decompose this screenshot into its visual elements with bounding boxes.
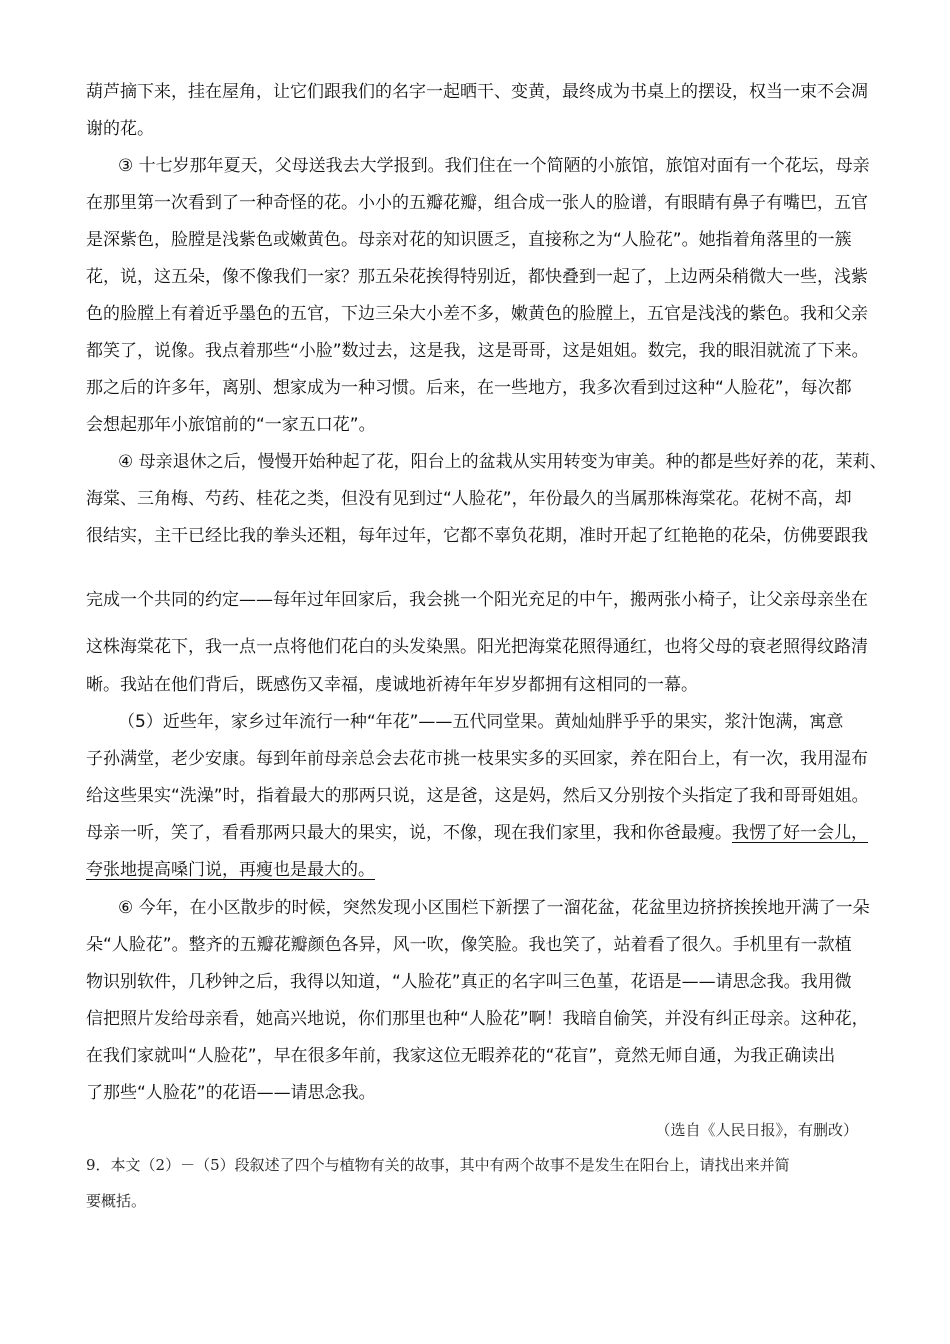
paragraph-5-line-4 [86, 821, 872, 845]
paragraph-6-line-3: 物识别软件，几秒钟之后，我得以知道，“人脸花”真正的名字叫三色堇，花语是——请思念我。我用微 [86, 972, 852, 992]
paragraph-3-line-6: 都笑了，说像。我点着那些“小脸”数过去，这是我，这是哥哥，这是姐姐。数完，我的眼泪就流了下来。 [86, 341, 869, 361]
paragraph-2-line-2: 谢的花。 [86, 119, 154, 139]
paragraph-4-line-6: 晰。我站在他们背后，既感伤又幸福，虔诚地祈祷年年岁岁都拥有这相同的一幕。 [86, 675, 698, 695]
paragraph-5-line-3: 给这些果实“洗澡”时，指着最大的那两只说，这是爸，这是妈，然后又分别按个头指定了我和哥哥姐姐。 [86, 786, 869, 806]
paragraph-5-line-4-text: 母亲一听，笑了，看看那两只最大的果实，说，不像，现在我们家里，我和你爸最瘦。 [86, 823, 732, 843]
paragraph-3-line-8: 会想起那年小旅馆前的“一家五口花”。 [86, 415, 376, 435]
paragraph-6-line-4: 信把照片发给母亲看，她高兴地说，你们那里也种“人脸花”啊！我暗自偷笑，并没有纠正母亲。这种花， [86, 1009, 869, 1029]
paragraph-6-line-5: 在我们家就叫“人脸花”，早在很多年前，我家这位无暇养花的“花盲”，竟然无师自通，为我正确读出 [86, 1046, 836, 1066]
paragraph-3-line-2: 在那里第一次看到了一种奇怪的花。小小的五瓣花瓣，组合成一张人的脸谱，有眼睛有鼻子有嘴巴，五官 [86, 193, 868, 213]
paragraph-3-line-1: ③ 十七岁那年夏天，父母送我去大学报到。我们住在一个简陋的小旅馆，旅馆对面有一个花坛，母亲 [118, 156, 870, 176]
paragraph-4-line-3: 很结实，主干已经比我的拳头还粗，每年过年，它都不辜负花期，准时开起了红艳艳的花朵，仿佛要跟我 [86, 526, 868, 546]
paragraph-5-line-5 [86, 858, 872, 882]
paragraph-5-line-2: 子孙满堂，老少安康。每到年前母亲总会去花市挑一枝果实多的买回家，养在阳台上，有一次，我用湿布 [86, 749, 868, 769]
paragraph-3-line-5: 色的脸膛上有着近乎墨色的五官，下边三朵大小差不多，嫩黄色的脸膛上，五官是浅浅的紫色。我和父亲 [86, 304, 868, 324]
paragraph-3-line-7: 那之后的许多年，离别、想家成为一种习惯。后来，在一些地方，我多次看到过这种“人脸花”，每次都 [86, 378, 852, 398]
paragraph-4-line-4: 完成一个共同的约定——每年过年回家后，我会挑一个阳光充足的中午，搬两张小椅子，让父亲母亲坐在 [86, 590, 868, 610]
paragraph-3-line-4: 花，说，这五朵，像不像我们一家？那五朵花挨得特别近，都快叠到一起了，上边两朵稍微大一些，浅紫 [86, 267, 868, 287]
question-9-line-1: 9．本文（2）－（5）段叙述了四个与植物有关的故事，其中有两个故事不是发生在阳台上，请找出来并简 [86, 1156, 790, 1174]
underlined-sentence-part-1: 我愣了好一会儿， [732, 823, 868, 843]
question-9-line-2: 要概括。 [86, 1192, 147, 1210]
underlined-sentence-part-2: 夸张地提高嗓门说，再瘦也是最大的。 [86, 860, 375, 880]
paragraph-5-line-1: （5）近些年，家乡过年流行一种“年花”——五代同堂果。黄灿灿胖乎乎的果实，浆汁饱满，寓意 [118, 712, 844, 732]
paragraph-4-line-5: 这株海棠花下，我一点一点将他们花白的头发染黑。阳光把海棠花照得通红，也将父母的衰老照得纹路清 [86, 637, 868, 657]
source-citation: （选自《人民日报》，有删改） [655, 1121, 858, 1139]
paragraph-6-line-6: 了那些“人脸花”的花语——请思念我。 [86, 1083, 376, 1103]
paragraph-2-line-1: 葫芦摘下来，挂在屋角，让它们跟我们的名字一起晒干、变黄，最终成为书桌上的摆设，权当一束不会凋 [86, 82, 868, 102]
paragraph-6-line-1: ⑥ 今年，在小区散步的时候，突然发现小区围栏下新摆了一溜花盆，花盆里边挤挤挨挨地开满了一朵 [118, 898, 870, 918]
paragraph-6-line-2: 朵“人脸花”。整齐的五瓣花瓣颜色各异，风一吹，像笑脸。我也笑了，站着看了很久。手机里有一款植 [86, 935, 852, 955]
paragraph-4-line-2: 海棠、三角梅、芍药、桂花之类，但没有见到过“人脸花”，年份最久的当属那株海棠花。花树不高，却 [86, 489, 852, 509]
paragraph-4-line-1: ④ 母亲退休之后，慢慢开始种起了花，阳台上的盆栽从实用转变为审美。种的都是些好养的花，茉莉、 [118, 452, 887, 472]
paragraph-3-line-3: 是深紫色，脸膛是浅紫色或嫩黄色。母亲对花的知识匮乏，直接称之为“人脸花”。她指着角落里的一簇 [86, 230, 852, 250]
